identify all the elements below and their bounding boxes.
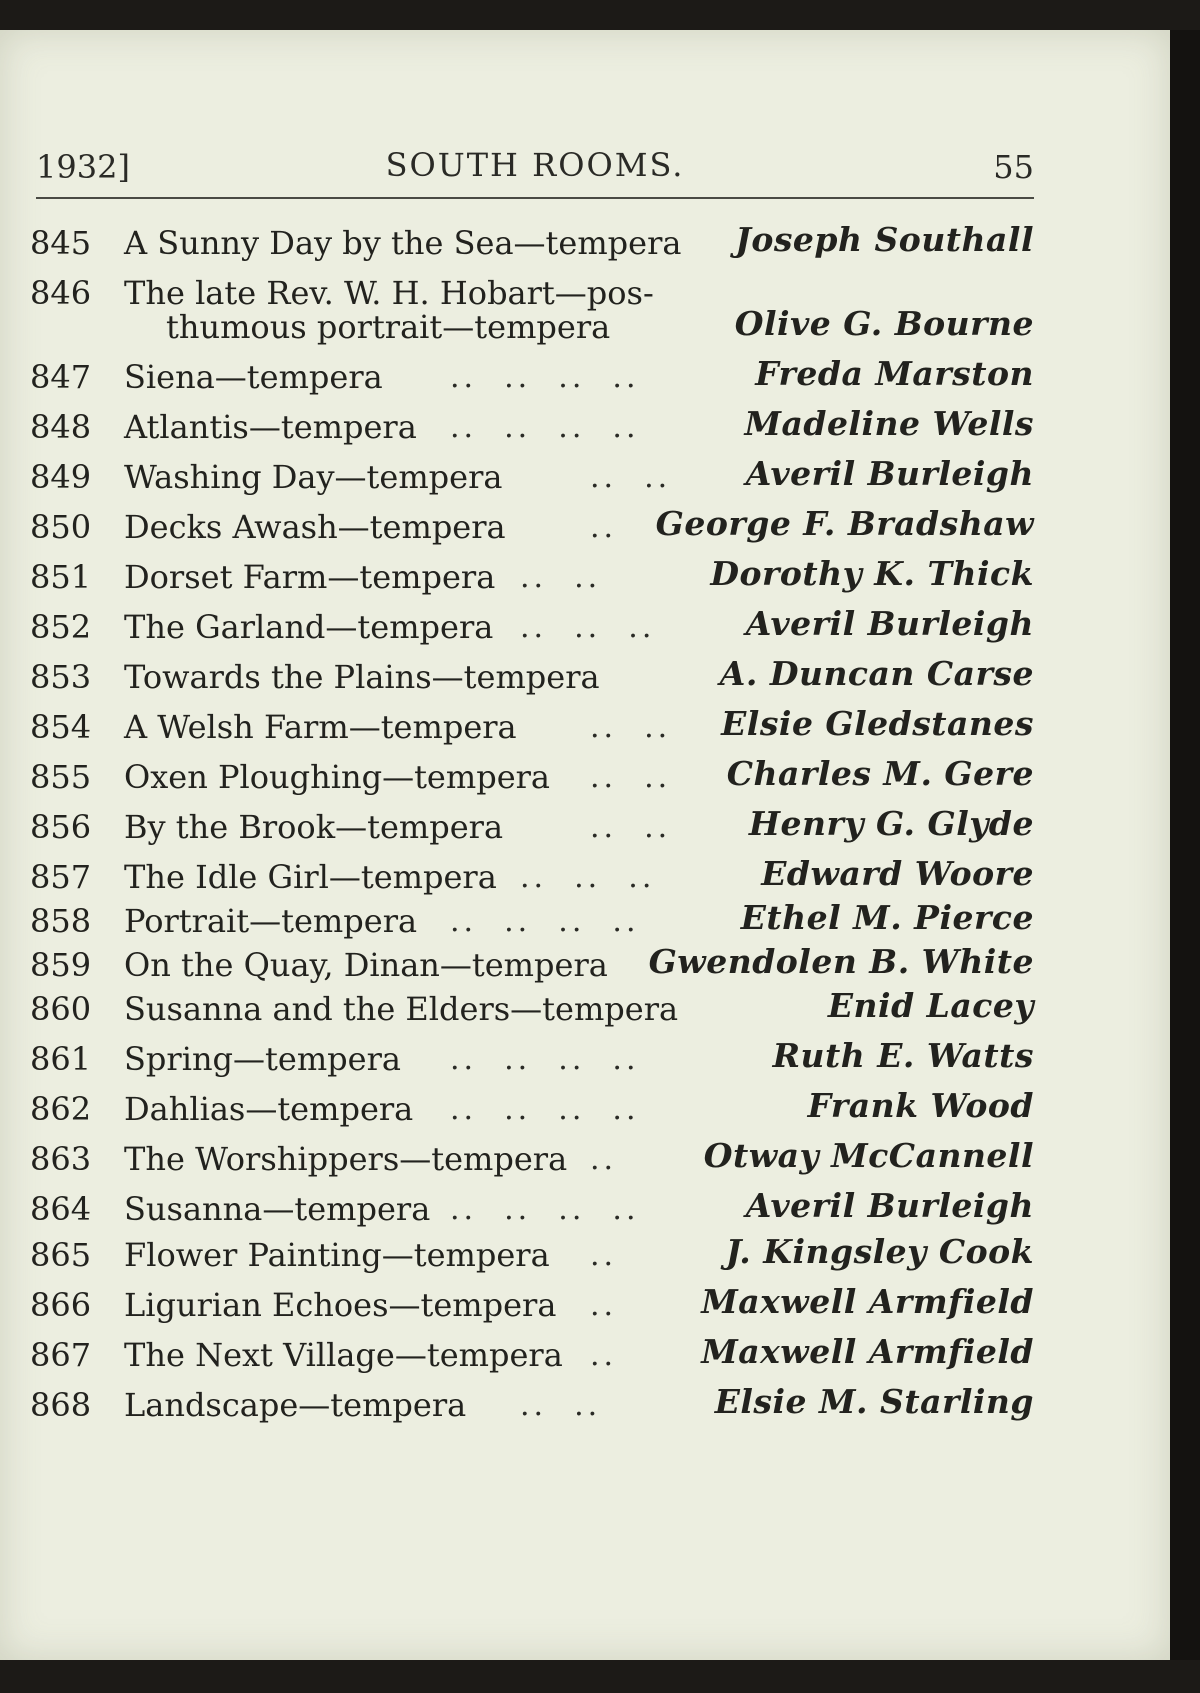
dot-leader: .. (590, 510, 618, 545)
catalogue-entry (30, 752, 1034, 802)
dot-leader: .. .. .. .. (450, 1042, 640, 1077)
entry-title: Portrait—tempera (124, 902, 418, 940)
entry-artist: Frank Wood (807, 1086, 1034, 1125)
catalogue-entry (30, 218, 1034, 268)
dot-leader: .. .. (590, 710, 672, 745)
entry-title: The Next Village—tempera (124, 1336, 563, 1374)
header-title: SOUTH ROOMS. (385, 146, 685, 184)
catalogue-entry (30, 940, 1034, 990)
entry-title: The Worshippers—tempera (124, 1140, 568, 1178)
entry-artist: Averil Burleigh (745, 1186, 1034, 1225)
entry-title: Susanna and the Elders—tempera (124, 990, 679, 1028)
entry-title: The Garland—tempera (124, 608, 494, 646)
entry-number: 854 (30, 708, 92, 746)
entry-title: Ligurian Echoes—tempera (124, 1286, 557, 1324)
catalogue-entry (30, 402, 1034, 452)
entry-artist: Maxwell Armfield (701, 1332, 1034, 1371)
entry-number: 858 (30, 902, 92, 940)
dot-leader: .. .. (590, 760, 672, 795)
entry-artist: George F. Bradshaw (655, 504, 1034, 543)
entry-title: On the Quay, Dinan—tempera (124, 946, 608, 984)
entry-artist: Edward Woore (761, 854, 1034, 893)
catalogue-entry (30, 652, 1034, 702)
entry-title: The late Rev. W. H. Hobart—pos- (124, 274, 654, 312)
entry-number: 855 (30, 758, 92, 796)
dot-leader: .. .. (520, 560, 602, 595)
entry-number: 867 (30, 1336, 92, 1374)
entry-number: 845 (30, 224, 92, 262)
entry-artist: Maxwell Armfield (701, 1282, 1034, 1321)
entry-number: 849 (30, 458, 92, 496)
dot-leader: .. .. (520, 1388, 602, 1423)
dot-leader: .. .. (590, 810, 672, 845)
entry-title: Spring—tempera (124, 1040, 401, 1078)
entry-artist: Otway McCannell (703, 1136, 1034, 1175)
dot-leader: .. .. .. .. (450, 904, 640, 939)
page-number: 55 (993, 148, 1034, 186)
entry-artist: Elsie M. Starling (714, 1382, 1034, 1421)
entry-title: Landscape—tempera (124, 1386, 467, 1424)
entry-title: Oxen Ploughing—tempera (124, 758, 550, 796)
entry-title: The Idle Girl—tempera (124, 858, 497, 896)
entry-title: A Sunny Day by the Sea—tempera (124, 224, 682, 262)
entry-artist: Olive G. Bourne (734, 304, 1034, 343)
entry-title: Dahlias—tempera (124, 1090, 414, 1128)
entry-number: 865 (30, 1236, 92, 1274)
catalogue-entry (30, 1380, 1034, 1430)
catalogue-entry (30, 452, 1034, 502)
catalogue-entry (30, 352, 1034, 402)
entry-artist: Freda Marston (755, 354, 1034, 393)
catalogue-entry (30, 1034, 1034, 1084)
entry-artist: Madeline Wells (744, 404, 1034, 443)
dot-leader: .. (590, 1288, 618, 1323)
entry-artist: Dorothy K. Thick (710, 554, 1034, 593)
entry-title: Susanna—tempera (124, 1190, 431, 1228)
entry-artist: Joseph Southall (735, 220, 1034, 259)
entry-title: By the Brook—tempera (124, 808, 504, 846)
catalogue-entry (30, 1280, 1034, 1330)
dot-leader: .. .. .. .. (450, 410, 640, 445)
dot-leader: .. .. .. .. (450, 1092, 640, 1127)
entry-number: 857 (30, 858, 92, 896)
entry-artist: Charles M. Gere (726, 754, 1034, 793)
entry-number: 861 (30, 1040, 92, 1078)
entry-number: 847 (30, 358, 92, 396)
catalogue-entry (30, 1134, 1034, 1184)
entry-number: 851 (30, 558, 92, 596)
entry-artist: A. Duncan Carse (719, 654, 1034, 693)
entry-title-continued: thumous portrait—tempera (166, 308, 611, 346)
entry-artist: Gwendolen B. White (648, 942, 1034, 981)
entry-artist: Henry G. Glyde (748, 804, 1034, 843)
entry-title: Siena—tempera (124, 358, 383, 396)
catalogue-entry (30, 984, 1034, 1034)
entry-title: A Welsh Farm—tempera (124, 708, 517, 746)
entry-artist: Elsie Gledstanes (721, 704, 1034, 743)
catalogue-entry (30, 602, 1034, 652)
catalogue-entry (30, 702, 1034, 752)
entry-artist: Averil Burleigh (745, 604, 1034, 643)
catalogue-entry (30, 802, 1034, 852)
entry-artist: Averil Burleigh (745, 454, 1034, 493)
entry-title: Flower Painting—tempera (124, 1236, 550, 1274)
dot-leader: .. .. .. .. (450, 1192, 640, 1227)
dot-leader: .. (590, 1142, 618, 1177)
entry-number: 863 (30, 1140, 92, 1178)
header-rule (36, 197, 1034, 199)
catalogue-entry (30, 896, 1034, 946)
entry-number: 859 (30, 946, 92, 984)
catalogue-entry (30, 1230, 1034, 1280)
entry-artist: Ethel M. Pierce (740, 898, 1034, 937)
header-year: 1932] (36, 148, 130, 186)
dot-leader: .. .. .. (520, 610, 656, 645)
entry-number: 860 (30, 990, 92, 1028)
entry-title: Decks Awash—tempera (124, 508, 506, 546)
catalogue-entry (30, 1184, 1034, 1234)
dot-leader: .. (590, 1238, 618, 1273)
entry-number: 868 (30, 1386, 92, 1424)
entry-artist: Ruth E. Watts (772, 1036, 1034, 1075)
entry-number: 866 (30, 1286, 92, 1324)
entry-artist: Enid Lacey (827, 986, 1034, 1025)
catalogue-entry (30, 1084, 1034, 1134)
entry-number: 856 (30, 808, 92, 846)
dot-leader: .. (590, 1338, 618, 1373)
catalogue-entry (30, 852, 1034, 902)
entry-artist: J. Kingsley Cook (725, 1232, 1034, 1271)
entry-number: 862 (30, 1090, 92, 1128)
catalogue-entry (30, 502, 1034, 552)
entry-number: 846 (30, 274, 92, 312)
entry-title: Washing Day—tempera (124, 458, 503, 496)
entry-title: Towards the Plains—tempera (124, 658, 600, 696)
entry-number: 850 (30, 508, 92, 546)
dot-leader: .. .. .. .. (450, 360, 640, 395)
dot-leader: .. .. (590, 460, 672, 495)
catalogue-entry (30, 1330, 1034, 1380)
dot-leader: .. .. .. (520, 860, 656, 895)
catalogue-entry (30, 552, 1034, 602)
entry-title: Dorset Farm—tempera (124, 558, 496, 596)
catalogue-entry (30, 268, 1034, 346)
entry-number: 853 (30, 658, 92, 696)
entry-number: 852 (30, 608, 92, 646)
entry-number: 848 (30, 408, 92, 446)
entry-number: 864 (30, 1190, 92, 1228)
page-edge (1170, 30, 1200, 1660)
running-header (36, 140, 1034, 196)
entry-title: Atlantis—tempera (124, 408, 417, 446)
